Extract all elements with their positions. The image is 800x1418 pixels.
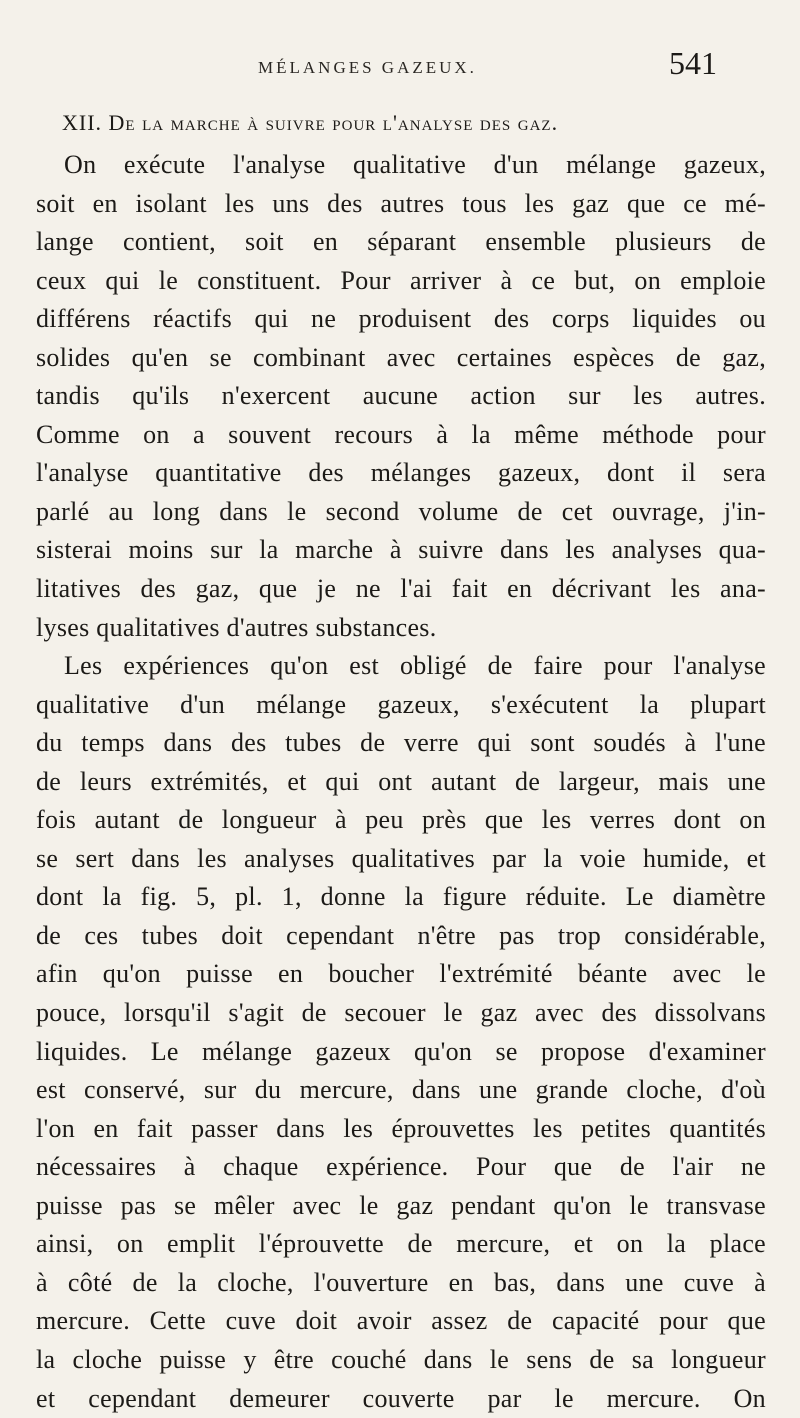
text-line: de ces tubes doit cependant n'être pas trop considérable,	[36, 917, 766, 956]
text-line: de leurs extrémités, et qui ont autant de largeur, mais une	[36, 763, 766, 802]
text-line: parlé au long dans le second volume de cet ouvrage, j'in-	[36, 493, 766, 532]
text-line: ainsi, on emplit l'éprouvette de mercure, et on la place	[36, 1225, 766, 1264]
text-line: nécessaires à chaque expérience. Pour que de l'air ne	[36, 1148, 766, 1187]
text-line: tandis qu'ils n'exercent aucune action sur les autres.	[36, 377, 766, 416]
text-line: Les expériences qu'on est obligé de faire pour l'analyse	[36, 647, 766, 686]
text-line: lyses qualitatives d'autres substances.	[36, 609, 766, 648]
text-line: se sert dans les analyses qualitatives par la voie humide, et	[36, 840, 766, 879]
text-line: la cloche puisse y être couché dans le sens de sa longueur	[36, 1341, 766, 1380]
section-heading: XII. De la marche à suivre pour l'analyse des gaz.	[62, 110, 762, 136]
text-line: différens réactifs qui ne produisent des corps liquides ou	[36, 300, 766, 339]
text-line: fois autant de longueur à peu près que les verres dont on	[36, 801, 766, 840]
text-line: l'analyse quantitative des mélanges gazeux, dont il sera	[36, 454, 766, 493]
text-line: solides qu'en se combinant avec certaines espèces de gaz,	[36, 339, 766, 378]
text-line: ceux qui le constituent. Pour arriver à ce but, on emploie	[36, 262, 766, 301]
text-line: soit en isolant les uns des autres tous les gaz que ce mé-	[36, 185, 766, 224]
text-line: litatives des gaz, que je ne l'ai fait en décrivant les ana-	[36, 570, 766, 609]
page-number: 541	[669, 45, 717, 82]
text-line: liquides. Le mélange gazeux qu'on se propose d'examiner	[36, 1033, 766, 1072]
text-line: à côté de la cloche, l'ouverture en bas, dans une cuve à	[36, 1264, 766, 1303]
text-line: sisterai moins sur la marche à suivre dans les analyses qua-	[36, 531, 766, 570]
text-line: l'on en fait passer dans les éprouvettes les petites quantités	[36, 1110, 766, 1149]
text-line: puisse pas se mêler avec le gaz pendant qu'on le transvase	[36, 1187, 766, 1226]
text-line: afin qu'on puisse en boucher l'extrémité béante avec le	[36, 955, 766, 994]
text-line: qualitative d'un mélange gazeux, s'exécutent la plupart	[36, 686, 766, 725]
body-text	[36, 146, 766, 1418]
running-title: MÉLANGES GAZEUX.	[258, 58, 477, 78]
text-line: Comme on a souvent recours à la même méthode pour	[36, 416, 766, 455]
text-line: est conservé, sur du mercure, dans une grande cloche, d'où	[36, 1071, 766, 1110]
text-line: et cependant demeurer couverte par le mercure. On	[36, 1380, 766, 1418]
text-line: du temps dans des tubes de verre qui sont soudés à l'une	[36, 724, 766, 763]
text-line: lange contient, soit en séparant ensemble plusieurs de	[36, 223, 766, 262]
text-line: pouce, lorsqu'il s'agit de secouer le gaz avec des dissolvans	[36, 994, 766, 1033]
text-line: On exécute l'analyse qualitative d'un mélange gazeux,	[36, 146, 766, 185]
text-line: mercure. Cette cuve doit avoir assez de capacité pour que	[36, 1302, 766, 1341]
text-line: dont la fig. 5, pl. 1, donne la figure réduite. Le diamètre	[36, 878, 766, 917]
